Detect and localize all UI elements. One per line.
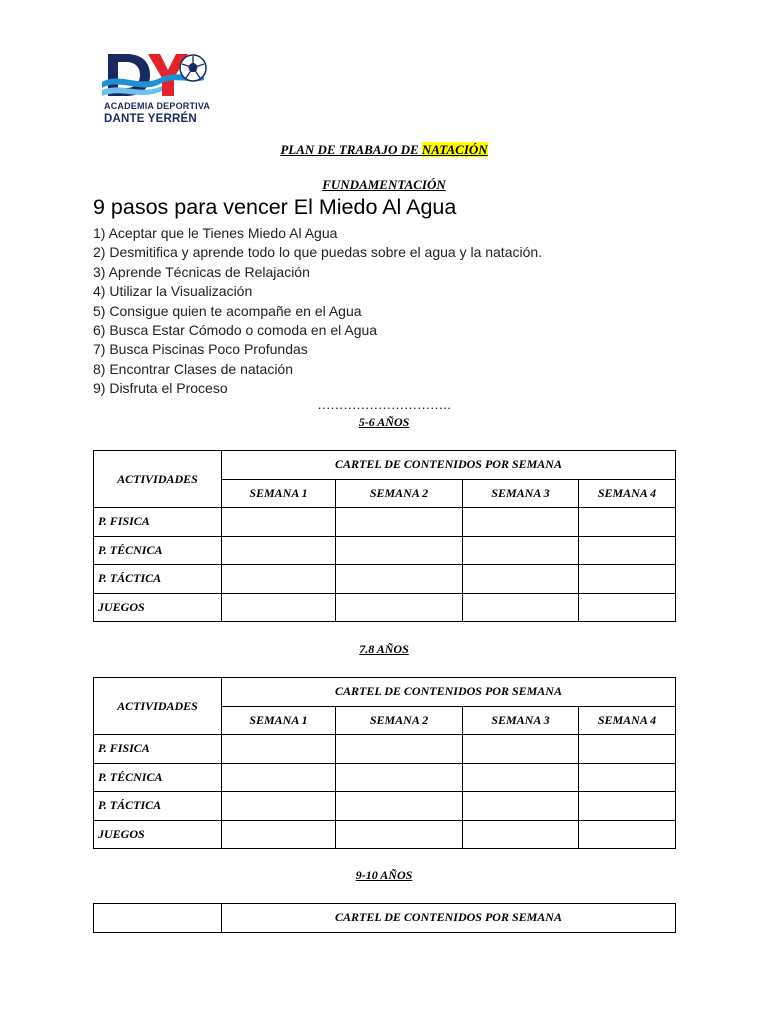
table-cell bbox=[222, 593, 336, 622]
logo-line-2: DANTE YERRÉN bbox=[104, 113, 197, 125]
table-cell bbox=[222, 820, 336, 849]
logo-line-1: ACADEMIA DEPORTIVA bbox=[104, 101, 211, 111]
week-header: SEMANA 4 bbox=[579, 706, 676, 735]
steps-list bbox=[93, 224, 542, 399]
week-header: SEMANA 2 bbox=[336, 706, 463, 735]
step-item: 6) Busca Estar Cómodo o comoda en el Agua bbox=[93, 321, 378, 338]
table-cell bbox=[336, 792, 463, 821]
plan-table bbox=[93, 450, 676, 622]
age-group-heading: 9-10 AÑOS bbox=[355, 868, 413, 882]
row-label: JUEGOS bbox=[94, 820, 222, 849]
table-cell bbox=[579, 820, 676, 849]
table-cell bbox=[94, 904, 222, 933]
table-cell bbox=[463, 735, 579, 764]
step-item: 1) Aceptar que le Tienes Miedo Al Agua bbox=[93, 225, 338, 241]
table-cell bbox=[336, 508, 463, 537]
table-cell bbox=[336, 593, 463, 622]
table-cell bbox=[222, 508, 336, 537]
step-item: 8) Encontrar Clases de natación bbox=[93, 360, 293, 377]
table-cell bbox=[222, 565, 336, 594]
row-label: JUEGOS bbox=[94, 593, 222, 622]
row-label: P. TÁCTICA bbox=[94, 792, 222, 821]
step-item: 5) Consigue quien te acompañe en el Agua bbox=[93, 302, 362, 319]
row-label: P. TÁCTICA bbox=[94, 565, 222, 594]
step-item: 3) Aprende Técnicas de Relajación bbox=[93, 263, 310, 280]
row-label: P. FISICA bbox=[94, 735, 222, 764]
row-label: P. TÉCNICA bbox=[94, 536, 222, 565]
table-cell bbox=[579, 508, 676, 537]
page-title bbox=[0, 142, 768, 158]
cartel-header: CARTEL DE CONTENIDOS POR SEMANA bbox=[222, 904, 676, 933]
title-highlight: NATACIÓN bbox=[421, 142, 488, 157]
plan-table bbox=[93, 677, 676, 849]
age-group-heading: 7.8 AÑOS bbox=[359, 642, 409, 656]
table-cell bbox=[222, 536, 336, 565]
table-cell bbox=[463, 565, 579, 594]
week-header: SEMANA 1 bbox=[222, 706, 336, 735]
table-cell bbox=[336, 763, 463, 792]
row-label: P. TÉCNICA bbox=[94, 763, 222, 792]
cartel-header: CARTEL DE CONTENIDOS POR SEMANA bbox=[222, 451, 676, 480]
week-header: SEMANA 1 bbox=[222, 479, 336, 508]
step-item: 7) Busca Piscinas Poco Profundas bbox=[93, 341, 308, 358]
table-cell bbox=[336, 565, 463, 594]
separator: …………………………. bbox=[317, 397, 451, 412]
table-cell bbox=[463, 820, 579, 849]
step-item: 4) Utilizar la Visualización bbox=[93, 283, 253, 300]
table-cell bbox=[336, 536, 463, 565]
step-item: 9) Disfruta el Proceso bbox=[93, 380, 228, 397]
table-cell bbox=[579, 735, 676, 764]
week-header: SEMANA 3 bbox=[463, 706, 579, 735]
table-cell bbox=[579, 792, 676, 821]
plan-table bbox=[93, 903, 676, 933]
row-label: P. FISICA bbox=[94, 508, 222, 537]
age-group-heading: 5-6 AÑOS bbox=[358, 415, 410, 429]
table-cell bbox=[222, 763, 336, 792]
week-header: SEMANA 4 bbox=[579, 479, 676, 508]
table-cell bbox=[463, 792, 579, 821]
steps-heading: 9 pasos para vencer El Miedo Al Agua bbox=[93, 195, 457, 219]
table-cell bbox=[463, 536, 579, 565]
week-header: SEMANA 3 bbox=[463, 479, 579, 508]
table-cell bbox=[336, 735, 463, 764]
cartel-header: CARTEL DE CONTENIDOS POR SEMANA bbox=[222, 678, 676, 707]
activities-header: ACTIVIDADES bbox=[94, 451, 222, 508]
table-cell bbox=[579, 536, 676, 565]
week-header: SEMANA 2 bbox=[336, 479, 463, 508]
table-cell bbox=[222, 735, 336, 764]
table-cell bbox=[463, 763, 579, 792]
title-prefix: PLAN DE TRABAJO DE bbox=[280, 142, 422, 157]
table-cell bbox=[336, 820, 463, 849]
table-cell bbox=[463, 593, 579, 622]
table-cell bbox=[579, 593, 676, 622]
table-cell bbox=[579, 763, 676, 792]
table-cell bbox=[222, 792, 336, 821]
table-cell bbox=[463, 508, 579, 537]
section-subtitle: FUNDAMENTACIÓN bbox=[322, 177, 446, 192]
table-cell bbox=[579, 565, 676, 594]
step-item: 2) Desmitifica y aprende todo lo que puedas sobre el agua y la natación. bbox=[93, 244, 543, 261]
activities-header: ACTIVIDADES bbox=[94, 678, 222, 735]
